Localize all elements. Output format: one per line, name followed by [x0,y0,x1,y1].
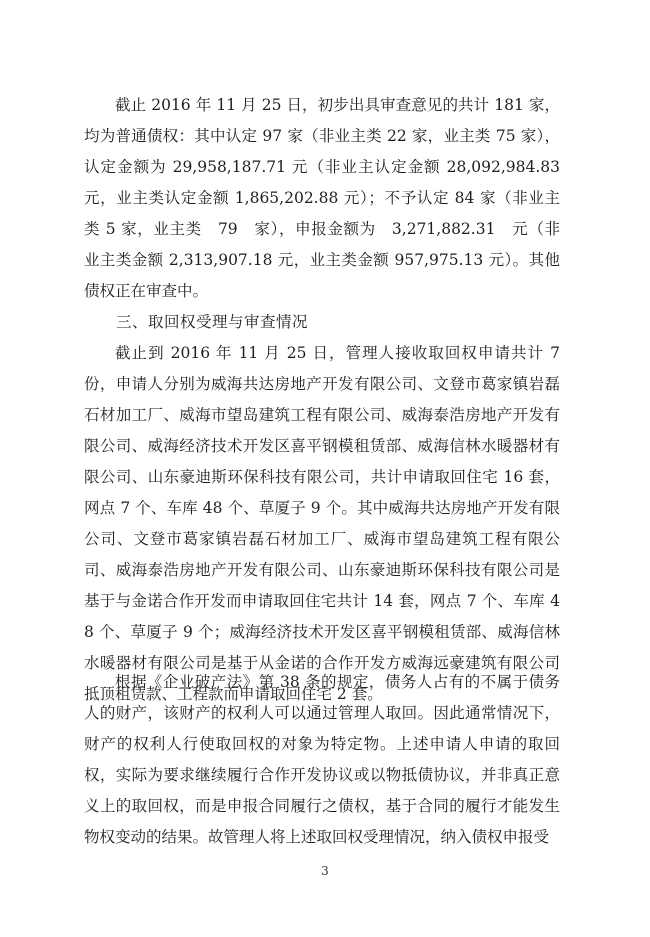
legal-basis-paragraph: 根据《企业破产法》第 38 条的规定，债务人占有的不属于债务人的财产，该财产的权利人可以通过管理人取回。因此通常情况下，财产的权利人行使取回权的对象为特定物。上述申请人申请的取回权，实际为要求继续履行合作开发协议或以物抵债协议，并非真正意义上的取回权，而是申报合同履行之债权，基于合同的履行才能发生物权变动的结果。故管理人将上述取回权受理情况，纳入债权申报受 [84,673,560,846]
claims-summary-paragraph: 截止 2016 年 11 月 25 日，初步出具审查意见的共计 181 家，均为普通债权：其中认定 97 家（非业主类 22 家，业主类 75 家），认定金额为 29,958,187.71 元（非业主认定金额 28,092,984.83 元，业主类认定金额 1,865,202.88 元）；不予认定 84 家（非业主类 5 家，业主类 79 家），申报金额为 3,271,882.31 元（非业主类金额 2,313,907.18 元，业主类金额 957,975.13 元）。其他债权正在审查中。 [84,96,560,300]
page-number: 3 [321,864,329,878]
retrieval-applications-paragraph: 截止到 2016 年 11 月 25 日，管理人接收取回权申请共计 7 份，申请人分别为威海共达房地产开发有限公司、文登市葛家镇岩磊石材加工厂、威海市望岛建筑工程有限公司、威海泰浩房地产开发有限公司、威海经济技术开发区喜平钢模租赁部、威海信林水暖器材有限公司、山东豪迪斯环保科技有限公司，共计申请取回住宅 16 套，网点 7 个、车库 48 个、草厦子 9 个。其中威海共达房地产开发有限公司、文登市葛家镇岩磊石材加工厂、威海市望岛建筑工程有限公司、威海泰浩房地产开发有限公司、山东豪迪斯环保科技有限公司是基于与金诺合作开发而申请取回住宅共计 14 套，网点 7 个、车库 48 个、草厦子 9 个；威海经济技术开发区喜平钢模租赁部、威海信林水暖器材有限公司是基于从金诺的合作开发方威海远豪建筑有限公司抵顶租赁款、工程款而申请取回住宅 2 套。 [84,344,560,703]
section-heading: 三、取回权受理与审查情况 [116,313,309,331]
